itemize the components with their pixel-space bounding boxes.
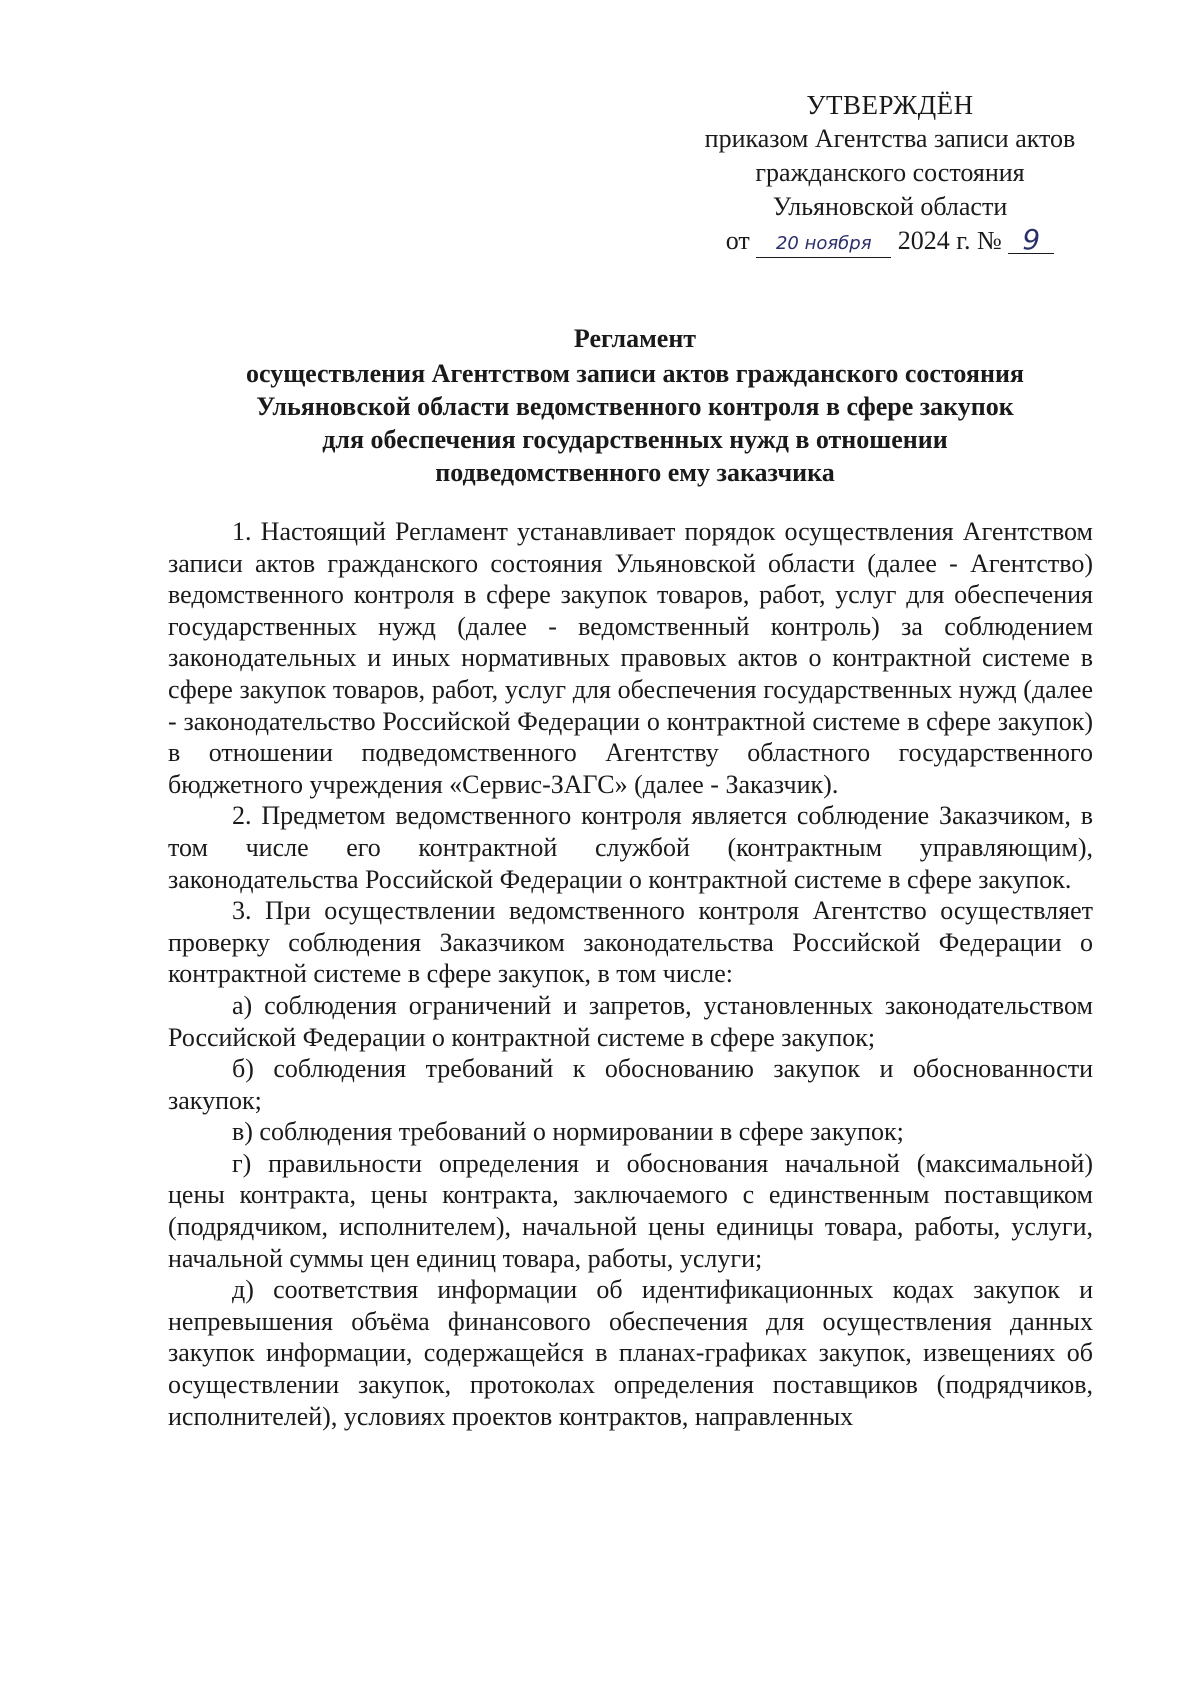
handwritten-order-number: 9: [1008, 227, 1054, 254]
document-title: Регламент: [573, 324, 697, 353]
approval-line-2: гражданского состояния: [755, 158, 1025, 187]
subitem-d: д) соответствия информации об идентификационных кодах закупок и непревышения объёма финансового обеспечения для осуществления данных закупок информации, содержащейся в планах-графиках закупок, извещениях об осуществлении закупок, протоколах определения поставщиков (подрядчиков, исполнителей), условиях проектов контрактов, направленных: [168, 1275, 1093, 1431]
paragraph-1: 1. Настоящий Регламент устанавливает порядок осуществления Агентством записи актов гражданского состояния Ульяновской области (далее - Агентство) ведомственного контроля в сфере закупок товаров, работ, услуг для обеспечения государственных нужд (далее - ведомственный контроль) за соблюдением законодательных и иных нормативных правовых актов о контрактной системе в сфере закупок товаров, работ, услуг для обеспечения государственных нужд (далее - законодательство Российской Федерации о контрактной системе в сфере закупок) в отношении подведомственного Агентству областного государственного бюджетного учреждения «Сервис-ЗАГС» (далее - Заказчик).: [168, 517, 1093, 799]
document-title-block: [170, 322, 1100, 489]
subitem-b: б) соблюдения требований к обоснованию закупок и обоснованности закупок;: [168, 1054, 1093, 1115]
paragraph-2: 2. Предметом ведомственного контроля является соблюдение Заказчиком, в том числе его контрактной службой (контрактным управляющим), законодательства Российской Федерации о контрактной системе в сфере закупок.: [168, 801, 1093, 894]
approval-line-1: приказом Агентства записи актов: [704, 124, 1076, 153]
subtitle-line-3: для обеспечения государственных нужд в отношении: [322, 425, 948, 454]
subitem-v: в) соблюдения требований о нормировании в сфере закупок;: [232, 1117, 904, 1147]
handwritten-date: 20 ноября: [756, 231, 891, 258]
subtitle-line-4: подведомственного ему заказчика: [435, 458, 835, 487]
approval-block: [690, 88, 1090, 258]
approved-label: УТВЕРЖДЁН: [806, 90, 974, 120]
subtitle-line-1: осуществления Агентством записи актов гражданского состояния: [246, 359, 1024, 388]
date-prefix: от: [725, 226, 750, 255]
approval-line-3: Ульяновской области: [772, 192, 1008, 221]
document-body: [168, 516, 1093, 1432]
year-number-label: 2024 г. №: [897, 226, 1002, 255]
subtitle-line-2: Ульяновской области ведомственного контроля в сфере закупок: [256, 392, 1014, 421]
subitem-g: г) правильности определения и обоснования начальной (максимальной) цены контракта, цены контракта, заключаемого с единственным поставщиком (подрядчиком, исполнителем), начальной цены единицы товара, работы, услуги, начальной суммы цен единиц товара, работы, услуги;: [168, 1148, 1093, 1273]
order-line: [690, 224, 1090, 258]
paragraph-3: 3. При осуществлении ведомственного контроля Агентство осуществляет проверку соблюдения Заказчиком законодательства Российской Федерации о контрактной системе в сфере закупок, в том числе:: [168, 896, 1093, 989]
subitem-a: а) соблюдения ограничений и запретов, установленных законодательством Российской Федерации о контрактной системе в сфере закупок;: [168, 990, 1093, 1052]
